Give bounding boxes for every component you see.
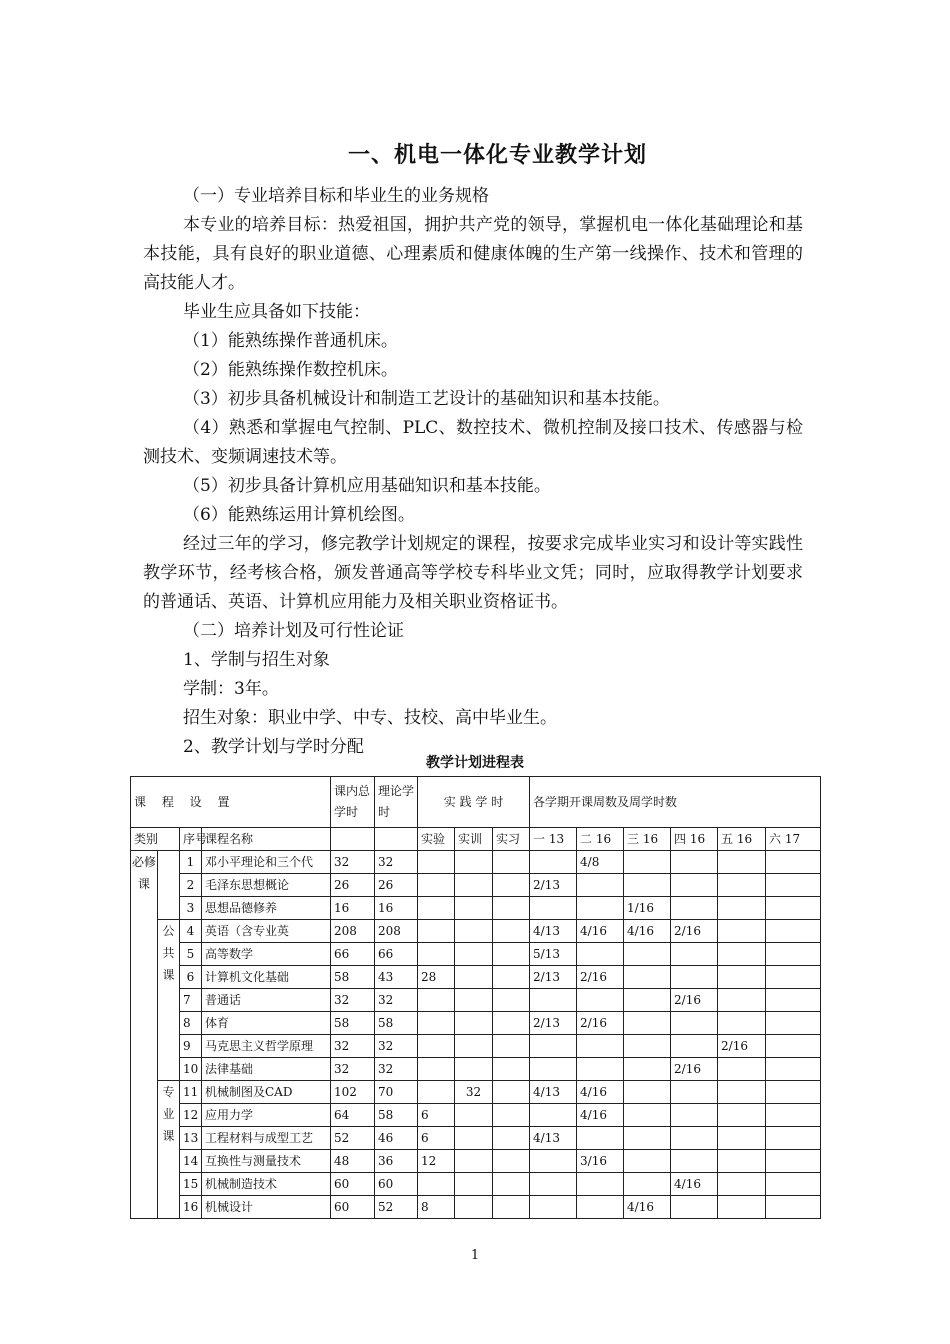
cell-intern — [493, 1035, 530, 1058]
cell-s6 — [766, 1058, 821, 1081]
cell-train — [455, 874, 493, 897]
table-row — [131, 1196, 821, 1219]
cell-seq: 9 — [180, 1035, 202, 1058]
cell-exp: 12 — [418, 1150, 455, 1173]
cell-s1: 4/13 — [530, 920, 577, 943]
cell-s3 — [624, 989, 671, 1012]
cell-seq: 16 — [180, 1196, 202, 1219]
cell-seq: 5 — [180, 943, 202, 966]
cell-s3 — [624, 851, 671, 874]
cell-s4 — [671, 1081, 718, 1104]
cell-s5 — [718, 1104, 766, 1127]
cell-s6 — [766, 943, 821, 966]
cell-s6 — [766, 920, 821, 943]
cell-intern — [493, 1058, 530, 1081]
cell-theory: 70 — [375, 1081, 418, 1104]
table-row — [131, 1035, 821, 1058]
table-row — [131, 851, 821, 874]
cell-s5 — [718, 989, 766, 1012]
cell-theory: 32 — [375, 1058, 418, 1081]
cell-s1: 4/13 — [530, 1081, 577, 1104]
cell-theory: 32 — [375, 1035, 418, 1058]
cell-theory: 16 — [375, 897, 418, 920]
cell-s4: 2/16 — [671, 920, 718, 943]
cell-s2 — [577, 1035, 624, 1058]
cell-s2: 2/16 — [577, 966, 624, 989]
table-caption: 教学计划进程表 — [426, 755, 524, 771]
body-text — [143, 182, 803, 762]
skill-item: （5）初步具备计算机应用基础知识和基本技能。 — [183, 476, 551, 496]
cell-total: 52 — [331, 1127, 375, 1150]
cell-s3: 4/16 — [624, 1196, 671, 1219]
cell-theory: 58 — [375, 1012, 418, 1035]
header-experiment: 实验 — [418, 828, 455, 851]
cell-s1 — [530, 989, 577, 1012]
cell-s3 — [624, 1058, 671, 1081]
header-sem6: 六 17 — [766, 828, 821, 851]
cell-s4 — [671, 851, 718, 874]
cell-exp: 6 — [418, 1104, 455, 1127]
cell-s6 — [766, 989, 821, 1012]
section-heading: （二）培养计划及可行性论证 — [183, 621, 404, 641]
header-sem2: 二 16 — [577, 828, 624, 851]
cell-s2: 2/16 — [577, 1012, 624, 1035]
header-seq: 序号 — [180, 828, 202, 851]
cell-course-name: 思想品德修养 — [202, 897, 331, 920]
cell-intern — [493, 897, 530, 920]
section-heading: （一）专业培养目标和毕业生的业务规格 — [183, 186, 489, 206]
cell-s6 — [766, 1173, 821, 1196]
header-sem5: 五 16 — [718, 828, 766, 851]
cell-course-name: 应用力学 — [202, 1104, 331, 1127]
cell-seq: 6 — [180, 966, 202, 989]
cell-s3 — [624, 943, 671, 966]
cell-exp — [418, 1035, 455, 1058]
cell-total: 32 — [331, 989, 375, 1012]
cell-exp: 6 — [418, 1127, 455, 1150]
cell-s5 — [718, 1173, 766, 1196]
cell-total: 60 — [331, 1173, 375, 1196]
cell-s2: 3/16 — [577, 1150, 624, 1173]
cell-seq: 12 — [180, 1104, 202, 1127]
cell-intern — [493, 1012, 530, 1035]
cell-s6 — [766, 1150, 821, 1173]
cell-s3 — [624, 1150, 671, 1173]
cell-s1: 5/13 — [530, 943, 577, 966]
paragraph: 学制：3年。 — [183, 679, 279, 699]
group-major: 专业课 — [158, 1081, 180, 1219]
cell-seq: 14 — [180, 1150, 202, 1173]
cell-seq: 13 — [180, 1127, 202, 1150]
cell-seq: 4 — [180, 920, 202, 943]
cell-exp — [418, 920, 455, 943]
cell-s2: 4/8 — [577, 851, 624, 874]
cell-s4 — [671, 1104, 718, 1127]
cell-s4 — [671, 897, 718, 920]
cell-s6 — [766, 851, 821, 874]
cell-theory: 46 — [375, 1127, 418, 1150]
cell-total: 32 — [331, 851, 375, 874]
cell-exp — [418, 1058, 455, 1081]
header-course-name: 课程名称 — [202, 828, 331, 851]
cell-seq: 1 — [180, 851, 202, 874]
cell-exp — [418, 874, 455, 897]
header-blank — [331, 828, 375, 851]
cell-s1 — [530, 1104, 577, 1127]
header-category: 类别 — [131, 828, 180, 851]
subheading: 1、学制与招生对象 — [183, 650, 330, 670]
cell-intern — [493, 1081, 530, 1104]
cell-s1 — [530, 1196, 577, 1219]
cell-course-name: 机械制造技术 — [202, 1173, 331, 1196]
cell-s2 — [577, 1127, 624, 1150]
table-row — [131, 1127, 821, 1150]
cell-s1: 2/13 — [530, 874, 577, 897]
cell-course-name: 英语（含专业英 — [202, 920, 331, 943]
cell-s6 — [766, 966, 821, 989]
cell-seq: 15 — [180, 1173, 202, 1196]
cell-s1 — [530, 1035, 577, 1058]
cell-s2 — [577, 1173, 624, 1196]
cell-s4: 4/16 — [671, 1173, 718, 1196]
cell-s1: 2/13 — [530, 966, 577, 989]
cell-theory: 26 — [375, 874, 418, 897]
header-blank — [375, 828, 418, 851]
paragraph: 本专业的培养目标：热爱祖国，拥护共产党的领导，掌握机电一体化基础理论和基本技能，具有良好的职业道德、心理素质和健康体魄的生产第一线操作、技术和管理的高技能人才。 — [143, 215, 803, 293]
table-subheader-row — [131, 828, 821, 851]
cell-train — [455, 920, 493, 943]
cell-theory: 52 — [375, 1196, 418, 1219]
cell-total: 32 — [331, 1058, 375, 1081]
cell-s3: 1/16 — [624, 897, 671, 920]
cell-train — [455, 1196, 493, 1219]
cell-intern — [493, 1150, 530, 1173]
skill-item: （6）能熟练运用计算机绘图。 — [183, 505, 415, 525]
cell-train — [455, 1104, 493, 1127]
cell-s3 — [624, 1127, 671, 1150]
cell-s3 — [624, 966, 671, 989]
cell-exp — [418, 1173, 455, 1196]
cell-s4 — [671, 966, 718, 989]
cell-s3 — [624, 1104, 671, 1127]
cell-s1: 2/13 — [530, 1012, 577, 1035]
teaching-plan-table — [130, 776, 821, 1219]
cell-s2 — [577, 874, 624, 897]
group-public: 公共课 — [158, 920, 180, 1081]
table-row — [131, 1173, 821, 1196]
cell-seq: 7 — [180, 989, 202, 1012]
cell-theory: 66 — [375, 943, 418, 966]
cell-s2 — [577, 1058, 624, 1081]
cell-intern — [493, 943, 530, 966]
cell-s1 — [530, 851, 577, 874]
cell-exp: 8 — [418, 1196, 455, 1219]
cell-seq: 11 — [180, 1081, 202, 1104]
cell-s2 — [577, 897, 624, 920]
table-row — [131, 989, 821, 1012]
cell-train — [455, 1058, 493, 1081]
cell-course-name: 计算机文化基础 — [202, 966, 331, 989]
cell-train — [455, 851, 493, 874]
cell-s4 — [671, 1035, 718, 1058]
cell-train: 32 — [455, 1081, 493, 1104]
category-required: 必修课 — [131, 851, 158, 1219]
cell-theory: 58 — [375, 1104, 418, 1127]
paragraph: 毕业生应具备如下技能： — [183, 302, 370, 322]
group-blank — [158, 851, 180, 920]
cell-intern — [493, 874, 530, 897]
cell-s6 — [766, 1012, 821, 1035]
table-row — [131, 874, 821, 897]
skill-item: （2）能熟练操作数控机床。 — [183, 360, 398, 380]
header-sem4: 四 16 — [671, 828, 718, 851]
cell-s2: 4/16 — [577, 920, 624, 943]
cell-exp — [418, 1081, 455, 1104]
cell-train — [455, 1150, 493, 1173]
header-theory-hours: 理论学时 — [375, 777, 418, 828]
cell-intern — [493, 989, 530, 1012]
cell-s4 — [671, 1196, 718, 1219]
cell-total: 48 — [331, 1150, 375, 1173]
cell-seq: 10 — [180, 1058, 202, 1081]
cell-s4 — [671, 1150, 718, 1173]
cell-course-name: 机械设计 — [202, 1196, 331, 1219]
cell-course-name: 毛泽东思想概论 — [202, 874, 331, 897]
table-row — [131, 1058, 821, 1081]
cell-intern — [493, 851, 530, 874]
cell-s4: 2/16 — [671, 989, 718, 1012]
cell-s4 — [671, 874, 718, 897]
cell-s6 — [766, 874, 821, 897]
header-total-hours: 课内总学时 — [331, 777, 375, 828]
cell-s6 — [766, 1196, 821, 1219]
cell-s5 — [718, 1012, 766, 1035]
cell-s2: 4/16 — [577, 1081, 624, 1104]
skill-item: （1）能熟练操作普通机床。 — [183, 331, 398, 351]
header-practice-hours: 实 践 学 时 — [418, 777, 530, 828]
cell-s6 — [766, 1127, 821, 1150]
cell-theory: 208 — [375, 920, 418, 943]
cell-total: 26 — [331, 874, 375, 897]
header-sem1: 一 13 — [530, 828, 577, 851]
table-row — [131, 920, 821, 943]
cell-course-name: 邓小平理论和三个代 — [202, 851, 331, 874]
table-row — [131, 1104, 821, 1127]
subheading: 2、教学计划与学时分配 — [183, 737, 364, 757]
cell-course-name: 马克思主义哲学原理 — [202, 1035, 331, 1058]
cell-s1 — [530, 897, 577, 920]
cell-theory: 36 — [375, 1150, 418, 1173]
cell-s2 — [577, 989, 624, 1012]
cell-s3 — [624, 1012, 671, 1035]
cell-s1 — [530, 1150, 577, 1173]
cell-s4: 2/16 — [671, 1058, 718, 1081]
cell-s5 — [718, 851, 766, 874]
cell-course-name: 互换性与测量技术 — [202, 1150, 331, 1173]
table-row — [131, 1081, 821, 1104]
cell-intern — [493, 1196, 530, 1219]
skill-item: （4）熟悉和掌握电气控制、PLC、数控技术、微机控制及接口技术、传感器与检测技术、变频调速技术等。 — [143, 418, 803, 467]
cell-train — [455, 1173, 493, 1196]
cell-train — [455, 897, 493, 920]
cell-s5 — [718, 966, 766, 989]
cell-total: 102 — [331, 1081, 375, 1104]
cell-s1: 4/13 — [530, 1127, 577, 1150]
table-row — [131, 1012, 821, 1035]
cell-s3 — [624, 1035, 671, 1058]
cell-total: 58 — [331, 1012, 375, 1035]
cell-theory: 60 — [375, 1173, 418, 1196]
cell-intern — [493, 1104, 530, 1127]
cell-exp — [418, 989, 455, 1012]
cell-s1 — [530, 1058, 577, 1081]
cell-total: 64 — [331, 1104, 375, 1127]
cell-s2 — [577, 943, 624, 966]
cell-total: 16 — [331, 897, 375, 920]
cell-s4 — [671, 1127, 718, 1150]
cell-intern — [493, 1127, 530, 1150]
table-header-row — [131, 777, 821, 828]
cell-s4 — [671, 1012, 718, 1035]
page-title: 一、机电一体化专业教学计划 — [347, 143, 647, 168]
table-body — [131, 851, 821, 1219]
cell-intern — [493, 1173, 530, 1196]
cell-s5 — [718, 1196, 766, 1219]
cell-train — [455, 966, 493, 989]
cell-course-name: 工程材料与成型工艺 — [202, 1127, 331, 1150]
cell-train — [455, 1012, 493, 1035]
cell-s5: 2/16 — [718, 1035, 766, 1058]
cell-train — [455, 1035, 493, 1058]
header-training: 实训 — [455, 828, 493, 851]
cell-s5 — [718, 1127, 766, 1150]
cell-total: 60 — [331, 1196, 375, 1219]
skill-item: （3）初步具备机械设计和制造工艺设计的基础知识和基本技能。 — [183, 389, 670, 409]
cell-s5 — [718, 943, 766, 966]
cell-s2 — [577, 1196, 624, 1219]
cell-s5 — [718, 897, 766, 920]
cell-s3: 4/16 — [624, 920, 671, 943]
cell-s4 — [671, 943, 718, 966]
header-semester-weeks: 各学期开课周数及周学时数 — [530, 777, 821, 828]
cell-seq: 8 — [180, 1012, 202, 1035]
cell-s5 — [718, 1150, 766, 1173]
cell-total: 66 — [331, 943, 375, 966]
cell-theory: 43 — [375, 966, 418, 989]
cell-intern — [493, 920, 530, 943]
cell-course-name: 体育 — [202, 1012, 331, 1035]
table-row — [131, 1150, 821, 1173]
cell-s3 — [624, 874, 671, 897]
page-number: 1 — [470, 1248, 480, 1263]
cell-exp — [418, 851, 455, 874]
cell-course-name: 机械制图及CAD — [202, 1081, 331, 1104]
cell-theory: 32 — [375, 851, 418, 874]
cell-s5 — [718, 920, 766, 943]
cell-s6 — [766, 1104, 821, 1127]
cell-seq: 2 — [180, 874, 202, 897]
cell-train — [455, 1127, 493, 1150]
cell-s1 — [530, 1173, 577, 1196]
cell-s5 — [718, 1058, 766, 1081]
cell-s3 — [624, 1081, 671, 1104]
header-course-setup: 课 程 设 置 — [131, 777, 331, 828]
cell-course-name: 普通话 — [202, 989, 331, 1012]
cell-intern — [493, 966, 530, 989]
header-sem3: 三 16 — [624, 828, 671, 851]
cell-s6 — [766, 1035, 821, 1058]
cell-s6 — [766, 1081, 821, 1104]
cell-seq: 3 — [180, 897, 202, 920]
table-row — [131, 943, 821, 966]
cell-exp — [418, 943, 455, 966]
cell-s3 — [624, 1173, 671, 1196]
cell-exp — [418, 897, 455, 920]
cell-s2: 4/16 — [577, 1104, 624, 1127]
cell-s6 — [766, 897, 821, 920]
cell-course-name: 高等数学 — [202, 943, 331, 966]
cell-train — [455, 989, 493, 1012]
table-row — [131, 897, 821, 920]
cell-total: 32 — [331, 1035, 375, 1058]
cell-s5 — [718, 874, 766, 897]
cell-exp: 28 — [418, 966, 455, 989]
cell-s5 — [718, 1081, 766, 1104]
cell-train — [455, 943, 493, 966]
cell-total: 208 — [331, 920, 375, 943]
cell-theory: 32 — [375, 989, 418, 1012]
header-internship: 实习 — [493, 828, 530, 851]
paragraph: 经过三年的学习，修完教学计划规定的课程，按要求完成毕业实习和设计等实践性教学环节，经考核合格，颁发普通高等学校专科毕业文凭；同时，应取得教学计划要求的普通话、英语、计算机应用能力及相关职业资格证书。 — [143, 534, 803, 612]
table-row — [131, 966, 821, 989]
cell-total: 58 — [331, 966, 375, 989]
cell-course-name: 法律基础 — [202, 1058, 331, 1081]
cell-exp — [418, 1012, 455, 1035]
paragraph: 招生对象：职业中学、中专、技校、高中毕业生。 — [183, 708, 557, 728]
